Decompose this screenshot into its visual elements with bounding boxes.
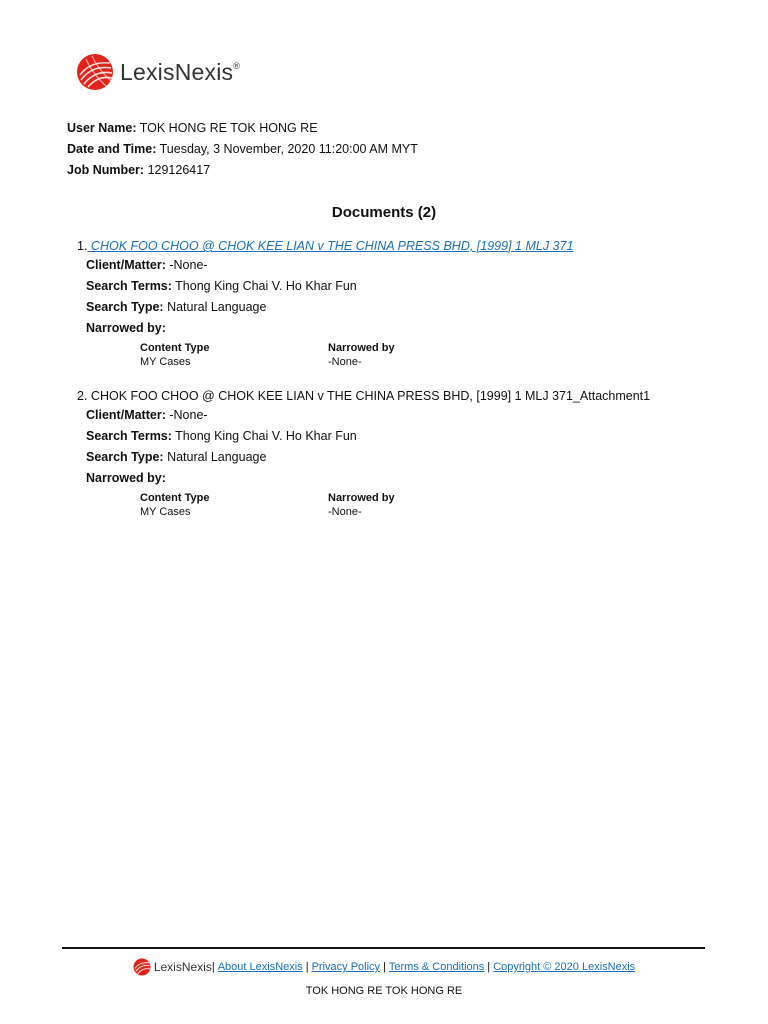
client-matter-row: Client/Matter: -None-: [86, 408, 208, 422]
copyright-link[interactable]: Copyright © 2020 LexisNexis: [493, 961, 636, 973]
document-title-row: 1. CHOK FOO CHOO @ CHOK KEE LIAN v THE CHINA PRESS BHD, [1999] 1 MLJ 371: [77, 239, 574, 253]
search-type-row: Search Type: Natural Language: [86, 450, 267, 464]
narrowed-by-column: Narrowed by -None-: [328, 342, 395, 368]
narrowed-by-column: Narrowed by -None-: [328, 492, 395, 518]
date-time-value: Tuesday, 3 November, 2020 11:20:00 AM MYT: [159, 142, 418, 156]
user-name-row: User Name: TOK HONG RE TOK HONG RE: [67, 121, 318, 135]
narrowed-by-row: Narrowed by:: [86, 321, 166, 335]
about-link[interactable]: About LexisNexis: [217, 961, 303, 973]
content-type-column: Content Type MY Cases: [140, 342, 210, 368]
content-type-column: Content Type MY Cases: [140, 492, 210, 518]
search-terms-row: Search Terms: Thong King Chai V. Ho Khar Fun: [86, 279, 357, 293]
footer-links: LexisNexis | About LexisNexis | Privacy Policy | Terms & Conditions | Copyright © 2020 LexisNexis: [0, 958, 768, 976]
footer-user-name: TOK HONG RE TOK HONG RE: [305, 985, 463, 997]
job-meta: [67, 118, 418, 181]
narrowed-by-table: [77, 491, 650, 521]
privacy-policy-link[interactable]: Privacy Policy: [311, 961, 381, 973]
date-time-row: Date and Time: Tuesday, 3 November, 2020 11:20:00 AM MYT: [67, 142, 418, 156]
logo-wordmark: LexisNexis®: [120, 58, 241, 85]
job-number-row: Job Number: 129126417: [67, 163, 211, 177]
narrowed-by-row: Narrowed by:: [86, 471, 166, 485]
document-item-2: [77, 387, 650, 521]
lexisnexis-logo: [76, 53, 240, 91]
document-link-1[interactable]: CHOK FOO CHOO @ CHOK KEE LIAN v THE CHINA PRESS BHD, [1999] 1 MLJ 371: [87, 239, 574, 253]
footer-divider: [62, 947, 705, 949]
document-item-1: [77, 237, 573, 371]
user-name-value: TOK HONG RE TOK HONG RE: [139, 121, 318, 135]
document-title-2: CHOK FOO CHOO @ CHOK KEE LIAN v THE CHINA PRESS BHD, [1999] 1 MLJ 371_Attachment1: [90, 389, 651, 403]
client-matter-row: Client/Matter: -None-: [86, 258, 208, 272]
narrowed-by-table: [77, 341, 573, 371]
terms-conditions-link[interactable]: Terms & Conditions: [388, 961, 485, 973]
documents-heading: Documents (2): [331, 204, 437, 221]
search-type-row: Search Type: Natural Language: [86, 300, 267, 314]
search-terms-row: Search Terms: Thong King Chai V. Ho Khar Fun: [86, 429, 357, 443]
lexisnexis-sphere-icon: [76, 53, 114, 91]
document-title-row: 2. CHOK FOO CHOO @ CHOK KEE LIAN v THE CHINA PRESS BHD, [1999] 1 MLJ 371_Attachment1: [77, 389, 651, 403]
lexisnexis-sphere-icon: [133, 958, 151, 976]
footer-logo: LexisNexis: [133, 958, 212, 976]
job-number-value: 129126417: [147, 163, 211, 177]
